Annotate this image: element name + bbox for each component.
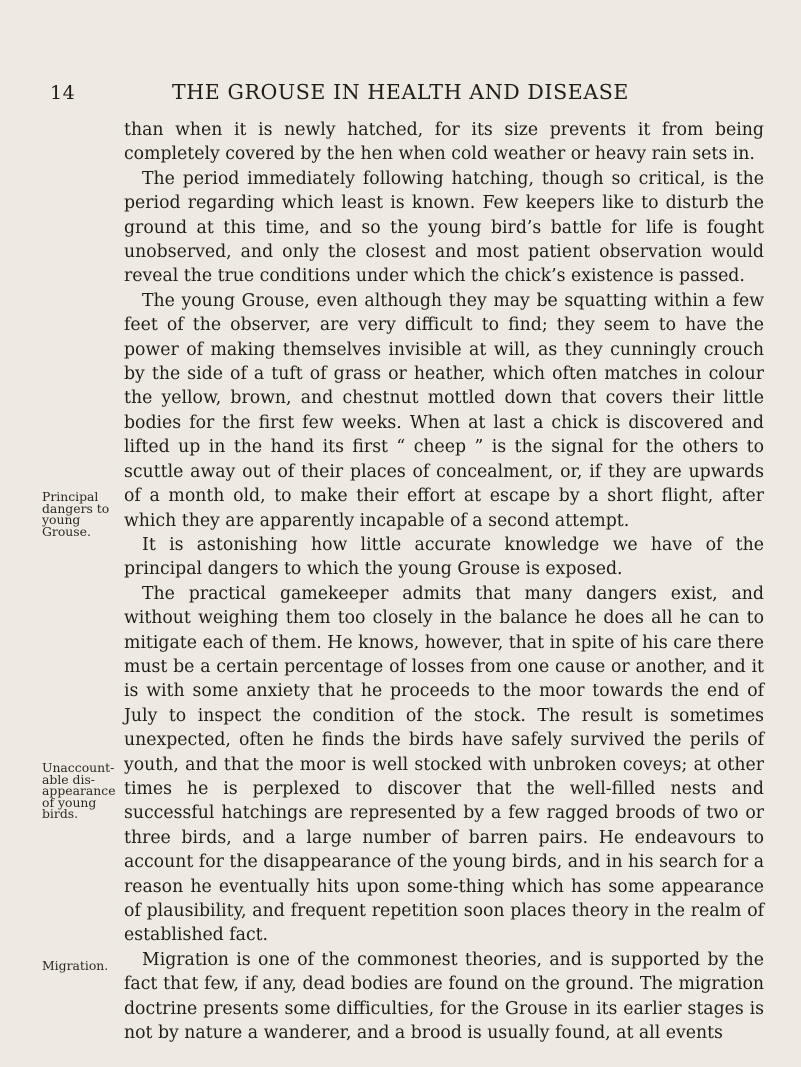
paragraph-5: The practical gamekeeper admits that many dangers exist, and without weighing them too closely in the balance he does all he can to mitigate each of them. He knows, however, that in spite of his care there must be a certain percentage of losses from one cause or another, and it is with some anxiety that he proceeds to the moor towards the end of July to inspect the condition of the stock. The result is sometimes unexpected, often he finds the birds have safely survived the perils of youth, and that the moor is well stocked with unbroken coveys; at other times he is perplexed to discover that the well-filled nests and successful hatchings are represented by a few ragged broods of two or three birds, and a large number of barren pairs. He endeavours to account for the disappearance of the young birds, and in his search for a reason he eventually hits upon some-thing which has some appearance of plausibility, and frequent repetition soon places theory in the realm of established fact. — [124, 583, 764, 946]
margin-note-migration: Migration. — [42, 958, 109, 973]
paragraph-6: Migration is one of the commonest theories, and is supported by the fact that few, if any, dead bodies are found on the ground. The migration doctrine presents some difficulties, for the Grouse in its earlier stages is not by nature a wanderer, and a brood is usually found, at all events — [124, 949, 764, 1044]
paragraph-1: than when it is newly hatched, for its size prevents it from being completely covered by the hen when cold weather or heavy rain sets in. — [124, 120, 764, 165]
body-text — [124, 118, 764, 1045]
running-head: THE GROUSE IN HEALTH AND DISEASE — [172, 80, 629, 104]
margin-note-unaccountable-disappearance: Unaccount-able dis-appearance of young birds. — [42, 760, 116, 821]
page-number: 14 — [50, 82, 76, 104]
paragraph-3: The young Grouse, even although they may be squatting within a few feet of the observer, are very difficult to find; they seem to have the power of making themselves invisible at will, as they cunningly crouch by the side of a tuft of grass or heather, which often matches in colour the yellow, brown, and chestnut mottled down that covers their little bodies for the first few weeks. When at last a chick is discovered and lifted up in the hand its first “ cheep ” is the signal for the others to scuttle away out of their places of concealment, or, if they are upwards of a month old, to make their effort at escape by a short flight, after which they are apparently incapable of a second attempt. — [124, 290, 764, 531]
margin-note-principal-dangers: Principal dangers to young Grouse. — [42, 489, 110, 539]
paragraph-4: It is astonishing how little accurate knowledge we have of the principal dangers to which the young Grouse is exposed. — [124, 534, 764, 580]
paragraph-2: The period immediately following hatching, though so critical, is the period regarding which least is known. Few keepers like to disturb the ground at this time, and so the young bird’s battle for life is fought unobserved, and only the closest and most patient observation would reveal the true conditions under which the chick’s existence is passed. — [124, 168, 764, 287]
